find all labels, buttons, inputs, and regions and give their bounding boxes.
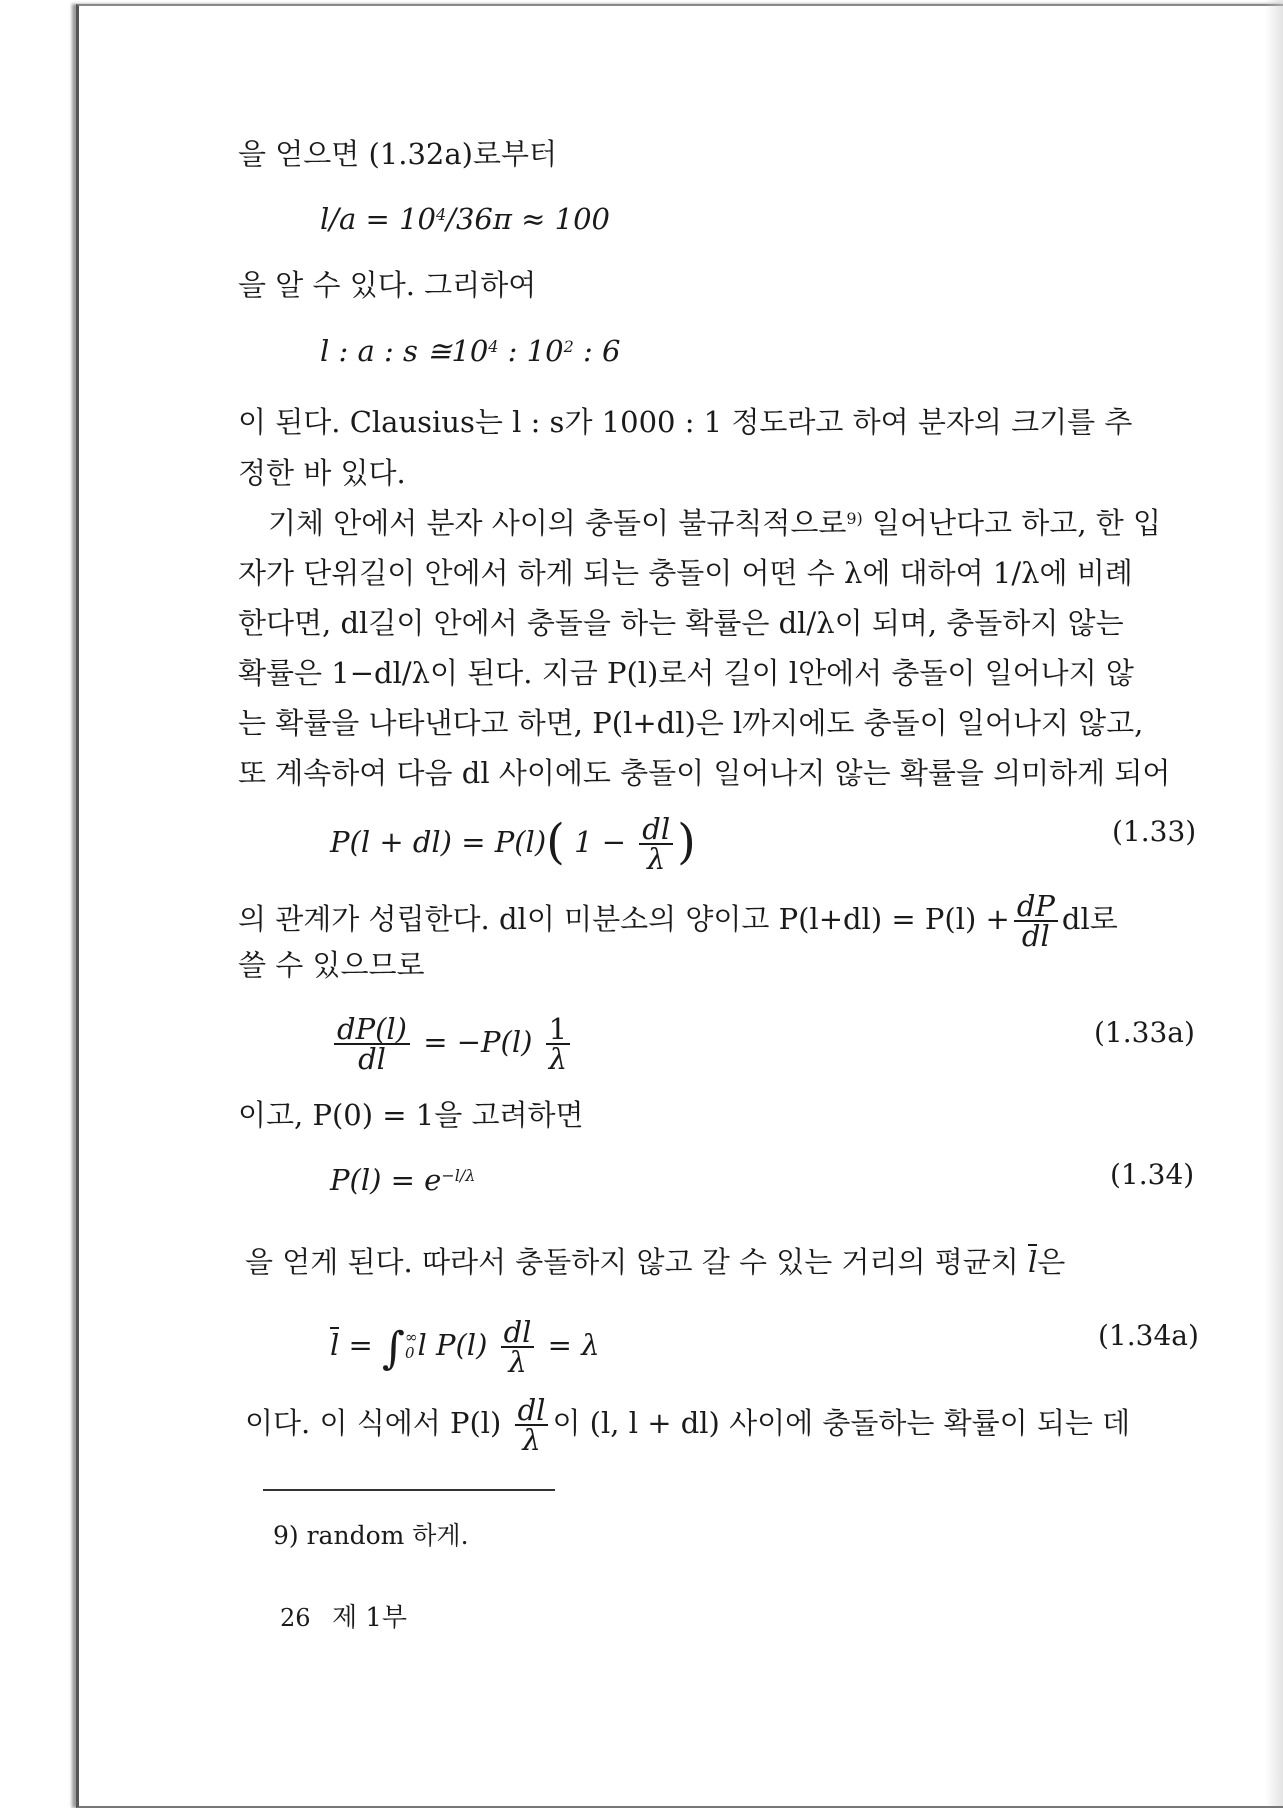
text-line-5: 이 된다. Clausius는 l : s가 1000 : 1 정도라고 하여 분자의 크기를 추 bbox=[238, 405, 1133, 439]
text-line-10: 확률은 1−dl/λ이 된다. 지금 P(l)로서 길이 l안에서 충돌이 일어나지 않 bbox=[238, 656, 1134, 690]
equation-l-over-a: $l/a = 10^4/36\pi \approx 100$ bbox=[320, 202, 610, 236]
equation-number-1-34: (1.34) bbox=[1110, 1158, 1195, 1191]
text-line-8: 자가 단위길이 안에서 하게 되는 충돌이 어떤 수 λ에 대하여 1/λ에 비례 bbox=[238, 556, 1133, 590]
equation-1-33: P(l + dl) = P(l)( 1 − $\frac{dl}{\lambda}$ ) bbox=[330, 812, 696, 876]
text-line-6: 정한 바 있다. bbox=[238, 456, 406, 490]
text-line-3: 을 알 수 있다. 그리하여 bbox=[238, 268, 537, 302]
text-line-13: 의 관계가 성립한다. dl이 미분소의 양이고 P(l+dl) = P(l) + $\frac{dP}{dl}$ dl로 bbox=[238, 889, 1118, 953]
part-label: 제 1부 bbox=[332, 1603, 408, 1633]
text-line-15: 이고, P(0) = 1을 고려하면 bbox=[238, 1098, 584, 1132]
equation-number-1-34a: (1.34a) bbox=[1098, 1319, 1199, 1352]
text-line-9: 한다면, dl길이 안에서 충돌을 하는 확률은 dl/λ이 되며, 충돌하지 않는 bbox=[238, 606, 1124, 640]
equation-1-34a: l = ∫ ∞ 0 l P(l) $\frac{dl}{\lambda}$ = λ bbox=[330, 1315, 600, 1379]
equation-ratio: l : a : s $≅10^4$ : $10^2$ : 6 bbox=[320, 334, 621, 368]
text-line-11: 는 확률을 나타낸다고 하면, P(l+dl)은 l까지에도 충돌이 일어나지 않고, bbox=[238, 706, 1144, 740]
text-line-16: 을 얻게 된다. 따라서 충돌하지 않고 갈 수 있는 거리의 평균치 l은 bbox=[245, 1245, 1066, 1279]
page-number: 26 bbox=[280, 1604, 311, 1632]
text-line-7: 기체 안에서 분자 사이의 충돌이 불규칙적으로$^{9)}$ 일어난다고 하고, 한 입 bbox=[268, 506, 1161, 540]
equation-number-1-33a: (1.33a) bbox=[1094, 1016, 1195, 1049]
page-edge-shadow bbox=[1265, 0, 1283, 1806]
equation-number-1-33: (1.33) bbox=[1112, 815, 1197, 848]
equation-1-34: $P(l) = e^{-l/\lambda}$ bbox=[330, 1163, 476, 1197]
text-line-1: 을 얻으면 (1.32a)로부터 bbox=[238, 137, 558, 171]
text-line-12: 또 계속하여 다음 dl 사이에도 충돌이 일어나지 않는 확률을 의미하게 되어 bbox=[238, 756, 1171, 790]
footnote-9: 9) random 하게. bbox=[273, 1521, 469, 1550]
text-line-17: 이다. 이 식에서 P(l) $\frac{dl}{\lambda}$ 이 (l, l + dl) 사이에 충돌하는 확률이 되는 데 bbox=[245, 1393, 1131, 1457]
footnote-marker: 9) bbox=[846, 509, 863, 528]
equation-1-33a: $\frac{dP(l)}{dl}$ = −P(l) $\frac{1}{\lambda}$ bbox=[330, 1015, 574, 1073]
footnote-rule bbox=[263, 1489, 555, 1491]
text-line-14: 쓸 수 있으므로 bbox=[238, 948, 425, 982]
